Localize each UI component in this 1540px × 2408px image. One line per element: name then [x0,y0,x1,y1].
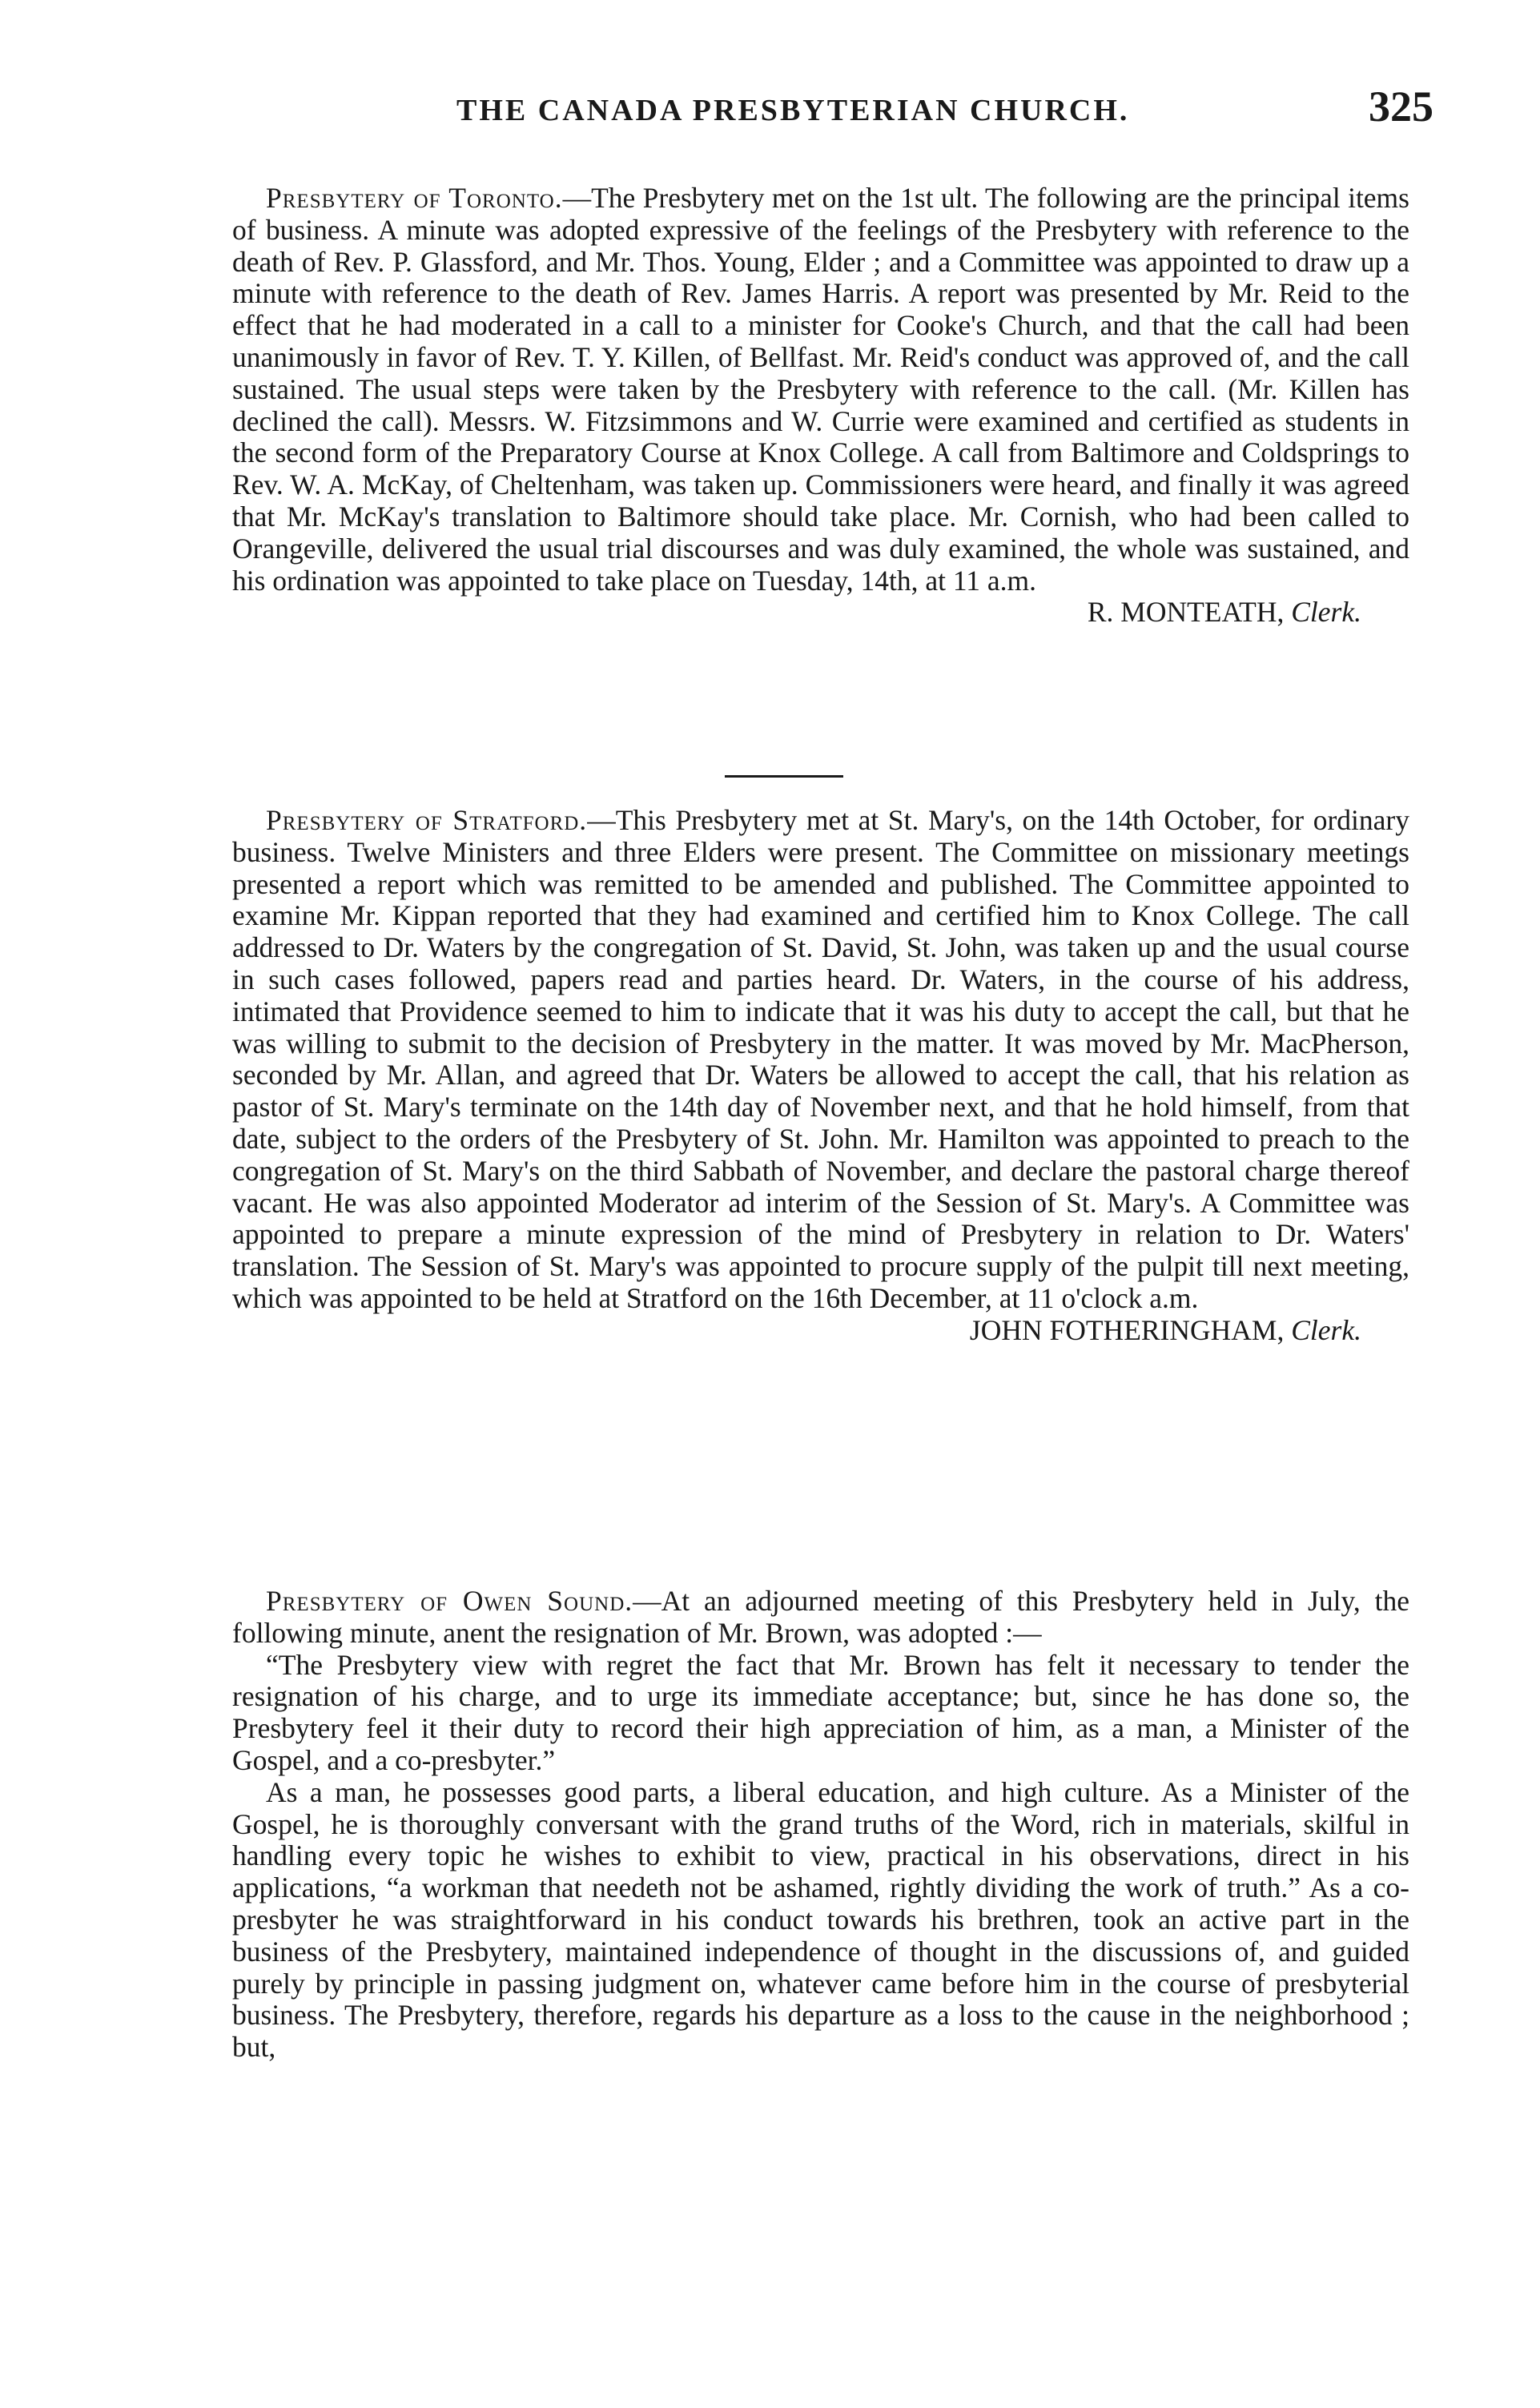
toronto-clerk-name: R. MONTEATH, [1087,596,1285,629]
section-divider [725,775,843,778]
page-number: 325 [1369,82,1433,131]
owen-heading: Presbytery of Owen Sound. [266,1585,633,1617]
stratford-clerk-role: Clerk. [1291,1313,1361,1346]
stratford-heading: Presbytery of Stratford. [266,804,588,836]
owen-intro: —At an adjourned meeting of this Presbytery held in July, the following minute, anent the resignation of Mr. Brown, was adopted :— [232,1585,1409,1649]
toronto-text: —The Presbytery met on the 1st ult. The following are the principal items of business. A minute was adopted expressive of the feelings of the Presbytery with reference to the death of Rev. P. Glassford, and Mr. Thos. Young, Elder ; and a Committee was appointed to draw up a minute with reference to the death of Rev. James Harris. A report was presented by Mr. Reid to the effect that he had moderated in a call to a minister for Cooke's Church, and that the call had been unanimously in favor of Rev. T. Y. Killen, of Bellfast. Mr. Reid's conduct was approved of, and the call sustained. The usual steps were taken by the Presbytery with reference to the call. (Mr. Killen has declined the call). Messrs. W. Fitzsimmons and W. Currie were examined and certified as students in the second form of the Preparatory Course at Knox College. A call from Baltimore and Coldsprings to Rev. W. A. McKay, of Cheltenham, was taken up. Commissioners were heard, and finally it was agreed that Mr. McKay's translation to Baltimore should take place. Mr. Cornish, who had been called to Orangeville, delivered the usual trial discourses and was duly examined, the whole was sustained, and his ordination was appointed to take place on Tuesday, 14th, at 11 a.m. [232,182,1409,597]
running-title: THE CANADA PRESBYTERIAN CHURCH. [456,94,1130,127]
running-head [256,82,1433,138]
toronto-signature [232,597,1409,629]
stratford-clerk-name: JOHN FOTHERINGHAM, [969,1313,1285,1346]
stratford-signature [232,1315,1409,1347]
owen-appreciation-paragraph: As a man, he possesses good parts, a liberal education, and high culture. As a Minister of the Gospel, he is thoroughly conversant with the grand truths of the Word, rich in materials, skilful in handling every topic he wishes to exhibit to view, practical in his observations, direct in his applications, “a workman that needeth not be ashamed, rightly dividing the work of truth.” As a co-presbyter he was straightforward in his conduct towards his brethren, took an active part in the business of the Presbytery, maintained independence of thought in the discussions of, and guided purely by principle in passing judgment on, whatever came before him in the course of presbyterial business. The Presbytery, therefore, regards his departure as a loss to the cause in the neighborhood ; but, [232,1775,1409,2064]
stratford-text: —This Presbytery met at St. Mary's, on the 14th October, for ordinary business. Twelve Ministers and three Elders were present. The Committee on missionary meetings presented a report which was remitted to be amended and published. The Committee appointed to examine Mr. Kippan reported that they had examined and certified him to Knox College. The call addressed to Dr. Waters by the congregation of St. David, St. John, was taken up and the usual course in such cases followed, papers read and parties heard. Dr. Waters, in the course of his address, intimated that Providence seemed to him to indicate that it was his duty to accept the call, but that he was willing to submit to the decision of Presbytery in the matter. It was moved by Mr. MacPherson, seconded by Mr. Allan, and agreed that Dr. Waters be allowed to accept the call, that his relation as pastor of St. Mary's terminate on the 14th day of November next, and that he hold himself, from that date, subject to the orders of the Presbytery of St. John. Mr. Hamilton was appointed to preach to the congregation of St. Mary's on the third Sabbath of November, and declare the pastoral charge thereof vacant. He was also appointed Moderator ad interim of the Session of St. Mary's. A Committee was appointed to prepare a minute expression of the mind of Presbytery in relation to Dr. Waters' translation. The Session of St. Mary's was appointed to procure supply of the pulpit till next meeting, which was appointed to be held at Stratford on the 16th December, at 11 o'clock a.m. [232,804,1409,1314]
toronto-paragraph [232,183,1409,597]
stratford-paragraph [232,805,1409,1315]
owen-sound-report [232,1586,1409,2064]
toronto-clerk-role: Clerk. [1291,596,1361,629]
toronto-report [232,183,1409,629]
owen-minute-quote: “The Presbytery view with regret the fact that Mr. Brown has felt it necessary to tender the resignation of his charge, and to urge its immediate acceptance; but, since he has done so, the Presbytery feel it their duty to record their high appreciation of him, as a man, a Minister of the Gospel, and a co-presbyter.” [232,1648,1409,1776]
stratford-report [232,805,1409,1347]
toronto-heading: Presbytery of Toronto. [266,182,563,214]
owen-intro-paragraph [232,1586,1409,1650]
